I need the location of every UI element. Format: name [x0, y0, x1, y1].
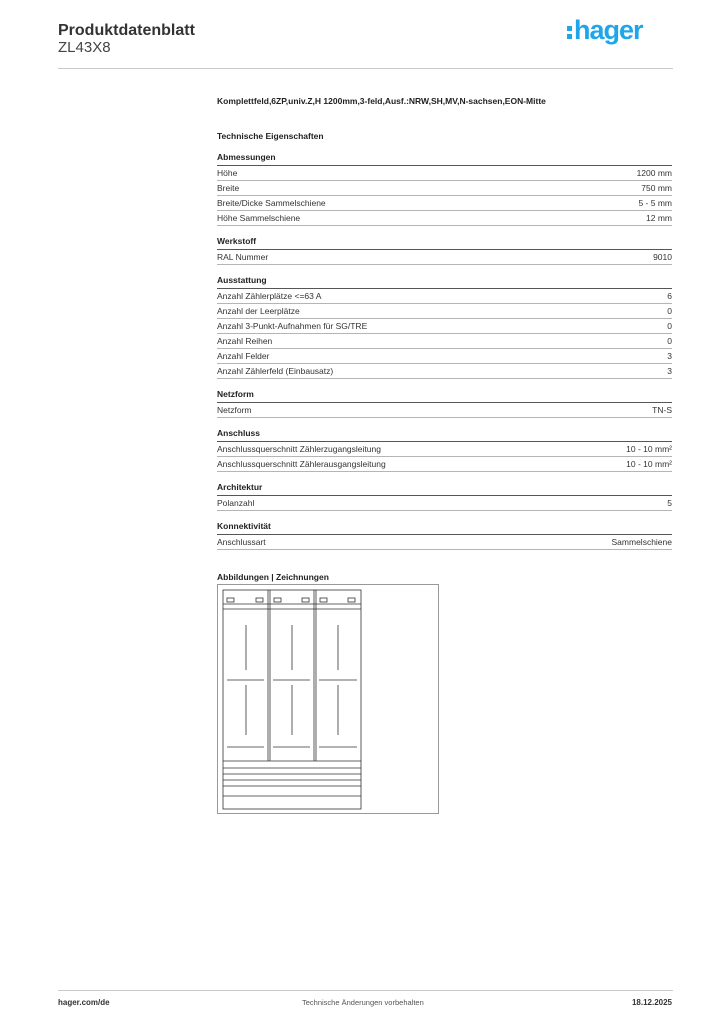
table-row — [217, 197, 672, 211]
table-row — [217, 350, 672, 364]
technical-drawing[interactable] — [217, 584, 439, 814]
footer-date: 18.12.2025 — [631, 998, 672, 1007]
row-label: Breite — [217, 183, 240, 193]
row-value: 5 - 5 mm — [638, 198, 672, 208]
table-row — [217, 458, 672, 472]
row-label: Anzahl 3-Punkt-Aufnahmen für SG/TRE — [217, 321, 368, 331]
group-title: Werkstoff — [217, 236, 672, 250]
group-konnektivitaet — [217, 521, 672, 550]
footer-disclaimer: Technische Änderungen vorbehalten — [302, 998, 424, 1007]
product-description: Komplettfeld,6ZP,univ.Z,H 1200mm,3-feld,Ausf.:NRW,SH,MV,N-sachsen,EON-Mitte — [217, 96, 546, 106]
table-row — [217, 320, 672, 334]
row-label: Höhe Sammelschiene — [217, 213, 301, 223]
row-label: Anschlussquerschnitt Zählerausgangsleitung — [217, 459, 386, 469]
group-architektur — [217, 482, 672, 511]
group-werkstoff — [217, 236, 672, 265]
group-title: Ausstattung — [217, 275, 672, 289]
row-value: 6 — [667, 291, 672, 301]
table-row — [217, 335, 672, 349]
row-label: Anzahl Felder — [217, 351, 270, 361]
table-row — [217, 212, 672, 226]
datasheet-content — [217, 96, 672, 584]
group-title: Konnektivität — [217, 521, 672, 535]
row-value: 5 — [667, 498, 672, 508]
row-label: Polanzahl — [217, 498, 255, 508]
row-value: 1200 mm — [636, 168, 672, 178]
row-label: Anschlussquerschnitt Zählerzugangsleitung — [217, 444, 381, 454]
table-row — [217, 182, 672, 196]
group-netzform — [217, 389, 672, 418]
group-ausstattung — [217, 275, 672, 379]
row-label: Höhe — [217, 168, 238, 178]
table-row — [217, 497, 672, 511]
row-value: 750 mm — [641, 183, 672, 193]
row-label: Anschlussart — [217, 537, 266, 547]
hager-logo[interactable] — [567, 17, 643, 44]
table-row — [217, 290, 672, 304]
table-row — [217, 404, 672, 418]
page-title: Produktdatenblatt — [58, 22, 195, 39]
table-row — [217, 536, 672, 550]
row-value: 10 - 10 mm² — [626, 444, 672, 454]
table-row — [217, 443, 672, 457]
technical-heading: Technische Eigenschaften — [217, 131, 324, 141]
row-label: RAL Nummer — [217, 252, 269, 262]
logo-dots-icon — [567, 26, 572, 39]
row-value: 0 — [667, 306, 672, 316]
row-label: Anzahl der Leerplätze — [217, 306, 300, 316]
row-value: TN-S — [652, 405, 672, 415]
group-anschluss — [217, 428, 672, 472]
table-row — [217, 167, 672, 181]
row-value: 0 — [667, 321, 672, 331]
row-label: Anzahl Zählerplätze <=63 A — [217, 291, 322, 301]
group-title: Netzform — [217, 389, 672, 403]
table-row — [217, 305, 672, 319]
row-value: 3 — [667, 351, 672, 361]
row-label: Anzahl Reihen — [217, 336, 273, 346]
group-title: Anschluss — [217, 428, 672, 442]
logo-text: hager — [574, 15, 643, 45]
header-divider — [58, 68, 673, 69]
row-value: 3 — [667, 366, 672, 376]
product-code: ZL43X8 — [58, 39, 111, 56]
row-value: 12 mm — [646, 213, 672, 223]
group-title: Abmessungen — [217, 152, 672, 166]
row-label: Breite/Dicke Sammelschiene — [217, 198, 326, 208]
table-row — [217, 365, 672, 379]
meter-cabinet-drawing — [218, 585, 438, 813]
row-label: Netzform — [217, 405, 252, 415]
footer-website-link[interactable]: hager.com/de — [58, 998, 110, 1007]
row-label: Anzahl Zählerfeld (Einbausatz) — [217, 366, 334, 376]
drawings-heading: Abbildungen | Zeichnungen — [217, 572, 329, 582]
table-row — [217, 251, 672, 265]
footer-divider — [58, 990, 673, 991]
group-title: Architektur — [217, 482, 672, 496]
row-value: 0 — [667, 336, 672, 346]
row-value: Sammelschiene — [611, 537, 672, 547]
row-value: 10 - 10 mm² — [626, 459, 672, 469]
group-abmessungen — [217, 152, 672, 226]
row-value: 9010 — [653, 252, 672, 262]
